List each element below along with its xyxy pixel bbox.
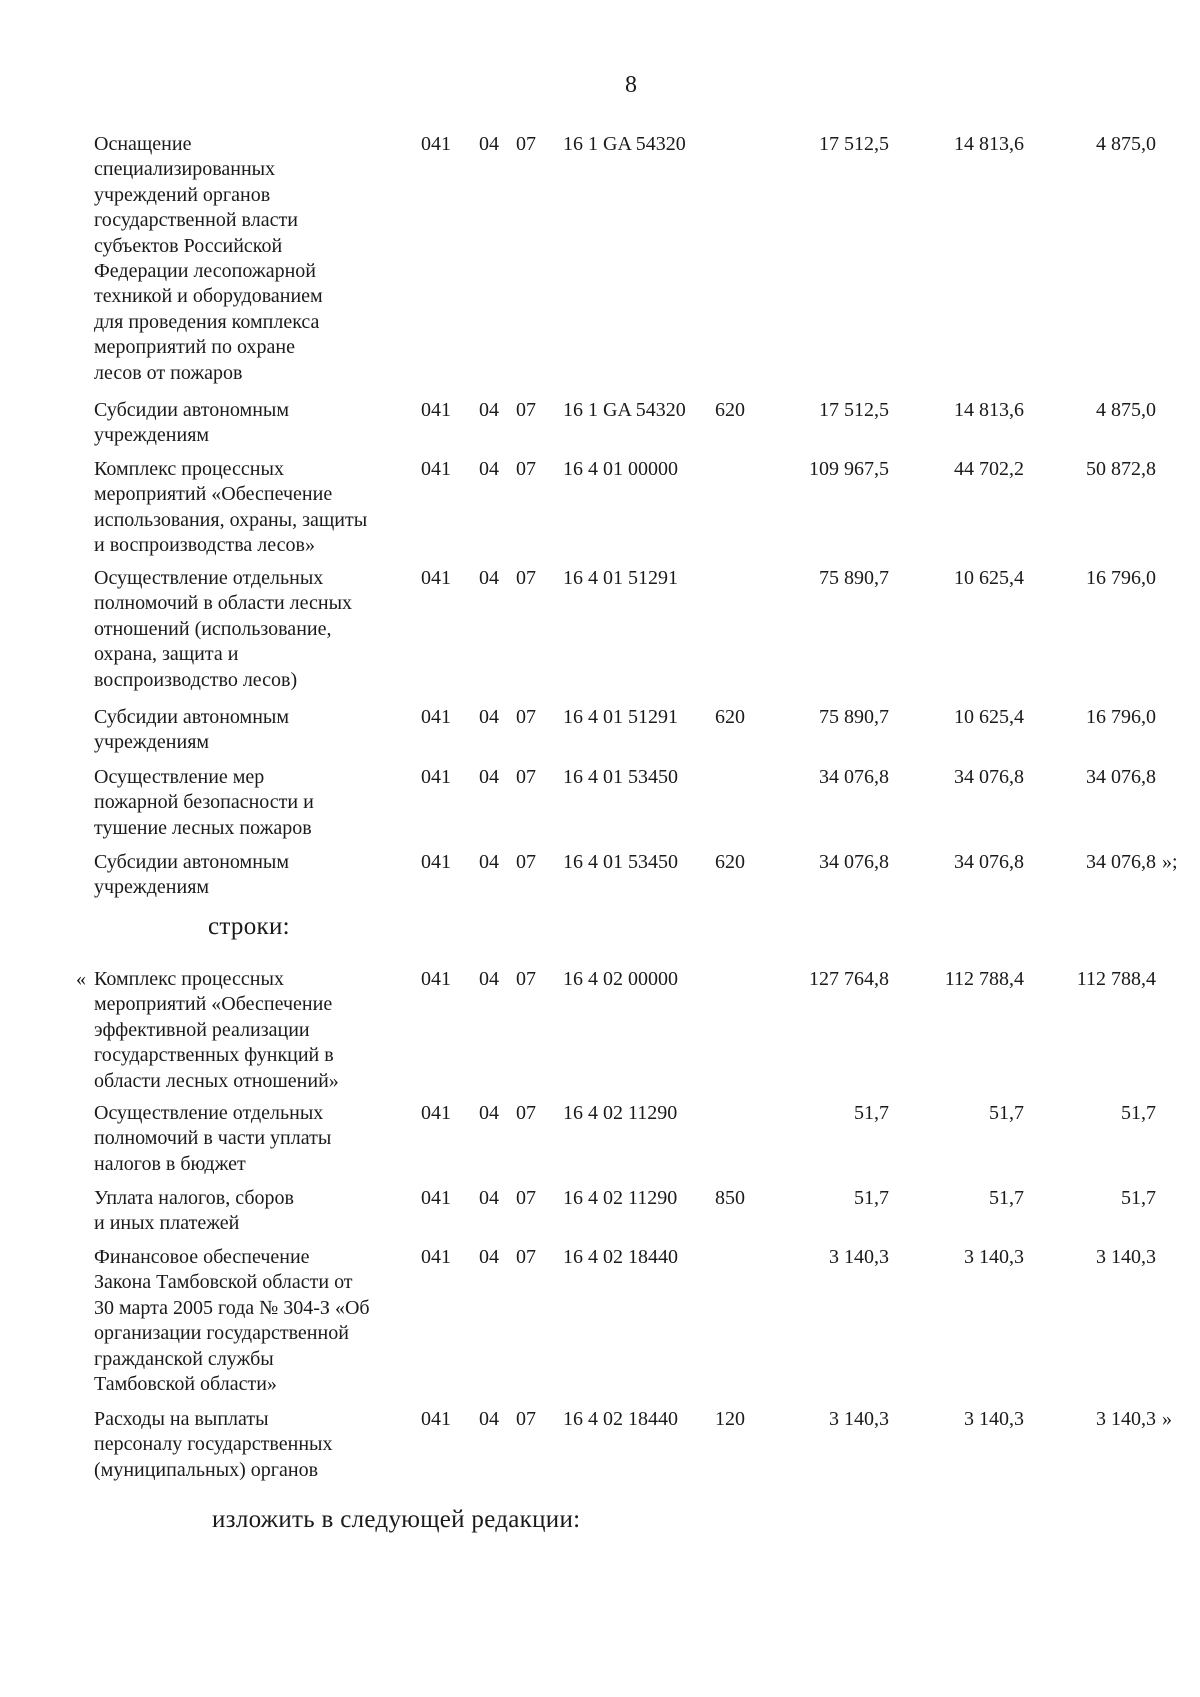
row-section: 04 [479,706,499,728]
connector-text-edition: изложить в следующей редакции: [212,1506,581,1533]
row-dept-code: 041 [421,1187,451,1209]
row-amount-2: 10 625,4 [954,706,1024,728]
row-subsection: 07 [516,968,536,990]
row-amount-3: 34 076,8 [1086,851,1156,873]
row-dept-code: 041 [421,1102,451,1124]
row-section: 04 [479,766,499,788]
row-amount-1: 127 764,8 [809,968,889,990]
row-subsection: 07 [516,458,536,480]
row-amount-1: 17 512,5 [819,133,889,155]
row-target-article: 16 4 01 53450 [563,766,678,788]
row-amount-2: 44 702,2 [954,458,1024,480]
row-target-article: 16 4 02 00000 [563,968,678,990]
row-section: 04 [479,1102,499,1124]
row-subsection: 07 [516,1246,536,1268]
row-dept-code: 041 [421,851,451,873]
row-name: Субсидии автономным учреждениям [94,706,289,754]
row-dept-code: 041 [421,133,451,155]
row-amount-3: 51,7 [1121,1187,1156,1209]
row-amount-3: 16 796,0 [1086,706,1156,728]
row-amount-2: 3 140,3 [964,1246,1024,1268]
connector-text-lines: строки: [208,913,290,940]
row-expense-type: 850 [715,1187,745,1209]
row-amount-1: 34 076,8 [819,851,889,873]
row-section: 04 [479,851,499,873]
row-amount-2: 10 625,4 [954,567,1024,589]
row-closing-mark: »; [1162,851,1178,873]
row-section: 04 [479,968,499,990]
row-subsection: 07 [516,851,536,873]
row-subsection: 07 [516,766,536,788]
row-amount-1: 75 890,7 [819,567,889,589]
row-target-article: 16 4 02 18440 [563,1408,678,1430]
row-amount-2: 51,7 [989,1187,1024,1209]
row-subsection: 07 [516,399,536,421]
row-target-article: 16 4 01 53450 [563,851,678,873]
row-amount-1: 34 076,8 [819,766,889,788]
row-dept-code: 041 [421,968,451,990]
row-name: Уплата налогов, сборов и иных платежей [94,1187,294,1235]
row-name: Осуществление мер пожарной безопасности и тушение лесных пожаров [94,766,314,839]
row-opening-quote: « [76,968,86,990]
row-subsection: 07 [516,1102,536,1124]
row-expense-type: 620 [715,851,745,873]
row-amount-3: 112 788,4 [1076,968,1156,990]
row-section: 04 [479,567,499,589]
row-target-article: 16 1 GA 54320 [563,133,686,155]
row-subsection: 07 [516,567,536,589]
row-section: 04 [479,1246,499,1268]
row-section: 04 [479,458,499,480]
row-target-article: 16 4 02 11290 [563,1102,678,1124]
row-name: Осуществление отдельных полномочий в части уплаты налогов в бюджет [94,1102,332,1175]
page-number: 8 [625,72,637,98]
row-subsection: 07 [516,133,536,155]
row-dept-code: 041 [421,458,451,480]
row-name: Комплекс процессных мероприятий «Обеспечение использования, охраны, защиты и воспроизводства лесов» [94,458,368,557]
row-amount-3: 34 076,8 [1086,766,1156,788]
row-dept-code: 041 [421,399,451,421]
row-expense-type: 120 [715,1408,745,1430]
row-amount-2: 14 813,6 [954,399,1024,421]
row-closing-mark: » [1162,1408,1172,1430]
row-dept-code: 041 [421,567,451,589]
row-target-article: 16 4 01 51291 [563,706,678,728]
row-name: Расходы на выплаты персоналу государственных (муниципальных) органов [94,1408,333,1481]
row-amount-3: 3 140,3 [1096,1246,1156,1268]
row-expense-type: 620 [715,706,745,728]
row-subsection: 07 [516,1408,536,1430]
row-name: Осуществление отдельных полномочий в области лесных отношений (использование, охрана, защита и воспроизводство лесов) [94,567,353,691]
row-dept-code: 041 [421,1246,451,1268]
row-subsection: 07 [516,706,536,728]
row-amount-2: 3 140,3 [964,1408,1024,1430]
row-dept-code: 041 [421,766,451,788]
row-name: Финансовое обеспечение Закона Тамбовской области от 30 марта 2005 года № 304-З «Об организации государственной гражданской службы Тамбовской области» [94,1246,370,1396]
row-target-article: 16 4 02 18440 [563,1246,678,1268]
row-name: Субсидии автономным учреждениям [94,399,289,447]
row-amount-2: 34 076,8 [954,766,1024,788]
row-amount-1: 3 140,3 [829,1246,889,1268]
row-amount-2: 51,7 [989,1102,1024,1124]
row-amount-1: 75 890,7 [819,706,889,728]
row-name: Комплекс процессных мероприятий «Обеспечение эффективной реализации государственных функций в области лесных отношений» [94,968,339,1092]
row-name: Субсидии автономным учреждениям [94,851,289,899]
row-amount-2: 112 788,4 [944,968,1024,990]
row-amount-1: 3 140,3 [829,1408,889,1430]
row-amount-3: 4 875,0 [1096,399,1156,421]
row-amount-1: 17 512,5 [819,399,889,421]
row-dept-code: 041 [421,1408,451,1430]
row-expense-type: 620 [715,399,745,421]
row-amount-3: 16 796,0 [1086,567,1156,589]
row-dept-code: 041 [421,706,451,728]
row-amount-3: 50 872,8 [1086,458,1156,480]
row-section: 04 [479,399,499,421]
row-amount-1: 51,7 [854,1187,889,1209]
row-amount-1: 51,7 [854,1102,889,1124]
row-target-article: 16 4 02 11290 [563,1187,678,1209]
row-subsection: 07 [516,1187,536,1209]
row-name: Оснащение специализированных учреждений органов государственной власти субъектов Российской Федерации лесопожарной техникой и оборудованием для проведения комплекса мероприятий по охране лесов от пожаров [94,133,323,384]
row-target-article: 16 1 GA 54320 [563,399,686,421]
row-amount-3: 4 875,0 [1096,133,1156,155]
row-section: 04 [479,1408,499,1430]
row-target-article: 16 4 01 51291 [563,567,678,589]
row-section: 04 [479,133,499,155]
row-amount-3: 51,7 [1121,1102,1156,1124]
row-amount-2: 34 076,8 [954,851,1024,873]
row-amount-2: 14 813,6 [954,133,1024,155]
row-section: 04 [479,1187,499,1209]
row-amount-1: 109 967,5 [809,458,889,480]
row-amount-3: 3 140,3 [1096,1408,1156,1430]
row-target-article: 16 4 01 00000 [563,458,678,480]
